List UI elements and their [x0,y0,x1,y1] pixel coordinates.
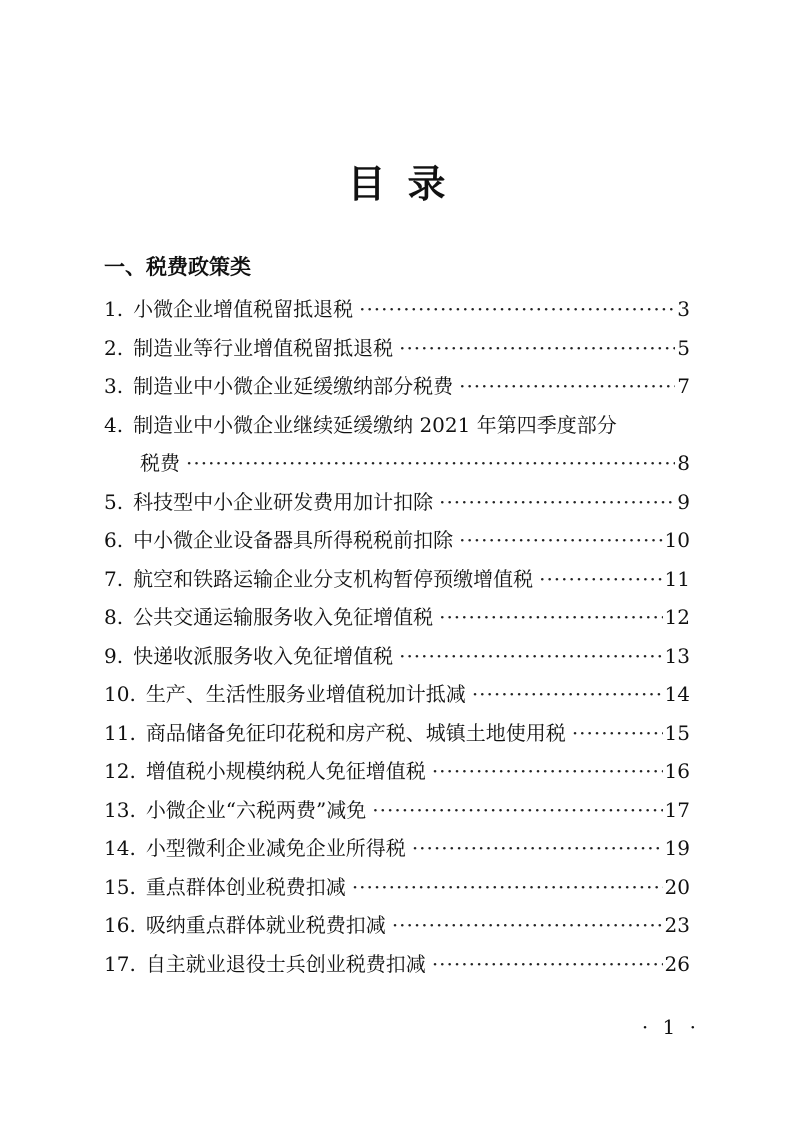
toc-entry-3[interactable] [104,367,690,406]
toc-entry-number: 6. [104,528,124,552]
toc-entry-page: 5 [677,335,690,360]
toc-entry-title: 科技型中小企业研发费用加计扣除 [133,489,434,514]
toc-entry-number: 15. [104,874,136,899]
toc-entry-title: 吸纳重点群体就业税费扣减 [145,913,386,937]
toc-entry-page: 14 [664,682,690,706]
toc-entry-number: 2. [104,335,124,360]
toc-entry-7[interactable] [104,560,690,599]
toc-leader-dots [539,560,662,599]
toc-leader-dots [399,329,675,368]
toc-entry-title: 重点群体创业税费扣减 [145,874,346,899]
toc-entry-page: 11 [664,566,690,591]
toc-entry-title: 增值税小规模纳税人免征增值税 [145,759,426,783]
toc-entry-title: 航空和铁路运输企业分支机构暂停预缴增值税 [133,566,534,591]
toc-entry-page: 7 [677,374,690,398]
toc-leader-dots [432,945,663,984]
toc-entry-number: 8. [104,605,124,629]
toc-entry-title: 自主就业退役士兵创业税费扣减 [145,951,426,976]
toc-entry-title: 制造业中小微企业延缓缴纳部分税费 [133,374,454,398]
toc-entry-page: 15 [664,720,690,745]
page-title: 目录 [347,161,468,206]
toc-entry-17[interactable] [104,945,690,984]
toc-entry-2[interactable] [104,329,690,368]
toc-entry-title-line1: 制造业中小微企业继续延缓缴纳 2021 年第四季度部分 [133,412,617,437]
toc-entry-title-line2: 税费 [140,451,180,475]
toc-entry-11[interactable] [104,714,690,753]
toc-entry-14[interactable] [104,829,690,868]
toc-entry-9[interactable] [104,637,690,676]
page-number: · 1 · [641,1015,700,1039]
toc-list [104,290,690,983]
toc-entry-page: 10 [664,528,690,552]
toc-entry-title: 小微企业增值税留抵退税 [133,297,354,321]
toc-leader-dots [439,598,662,637]
toc-leader-dots [186,444,675,483]
toc-entry-number: 12. [104,759,136,783]
toc-entry-number: 9. [104,643,124,668]
toc-entry-title: 生产、生活性服务业增值税加计抵减 [145,682,466,706]
toc-entry-number: 13. [104,797,136,822]
toc-entry-title: 中小微企业设备器具所得税税前扣除 [133,528,454,552]
toc-entry-page: 12 [664,605,690,629]
toc-entry-number: 16. [104,913,136,937]
toc-leader-dots [359,290,675,329]
toc-entry-1[interactable] [104,290,690,329]
toc-leader-dots [459,367,675,406]
toc-entry-15[interactable] [104,868,690,907]
toc-entry-number: 3. [104,374,124,398]
toc-entry-8[interactable] [104,598,690,637]
toc-entry-13[interactable] [104,791,690,830]
toc-entry-page: 19 [664,836,690,860]
toc-leader-dots [472,675,663,714]
toc-leader-dots [459,521,662,560]
toc-leader-dots [392,906,663,945]
toc-leader-dots [412,829,663,868]
toc-entry-title: 公共交通运输服务收入免征增值税 [133,605,434,629]
toc-entry-page: 20 [664,874,690,899]
toc-leader-dots [372,791,662,830]
section-heading: 一、税费政策类 [104,255,251,279]
toc-leader-dots [572,714,663,753]
toc-entry-title: 快递收派服务收入免征增值税 [133,643,394,668]
toc-entry-12[interactable] [104,752,690,791]
toc-leader-dots [352,868,663,907]
toc-entry-page: 9 [677,489,690,514]
toc-entry-page: 3 [677,297,690,321]
toc-entry-5[interactable] [104,483,690,522]
toc-entry-page: 13 [664,643,690,668]
toc-entry-title: 制造业等行业增值税留抵退税 [133,335,394,360]
toc-entry-page: 8 [677,451,690,475]
toc-entry-number: 1. [104,297,124,321]
toc-entry-16[interactable] [104,906,690,945]
toc-entry-number: 4. [104,412,124,437]
toc-leader-dots [399,637,662,676]
toc-entry-4[interactable] [104,406,690,445]
toc-entry-title: 商品储备免征印花税和房产税、城镇土地使用税 [145,720,566,745]
toc-entry-page: 26 [664,951,690,976]
toc-entry-number: 11. [104,720,136,745]
toc-entry-number: 7. [104,566,124,591]
toc-entry-10[interactable] [104,675,690,714]
toc-leader-dots [439,483,675,522]
toc-entry-number: 17. [104,951,136,976]
toc-entry-page: 16 [664,759,690,783]
toc-entry-4-continued[interactable] [104,444,690,483]
toc-entry-title: 小微企业“六税两费”减免 [145,797,367,822]
toc-entry-number: 5. [104,489,124,514]
toc-entry-number: 14. [104,836,136,860]
toc-entry-page: 17 [664,797,690,822]
toc-entry-title: 小型微利企业减免企业所得税 [145,836,406,860]
toc-leader-dots [432,752,663,791]
toc-entry-number: 10. [104,682,136,706]
toc-entry-page: 23 [664,913,690,937]
toc-entry-6[interactable] [104,521,690,560]
